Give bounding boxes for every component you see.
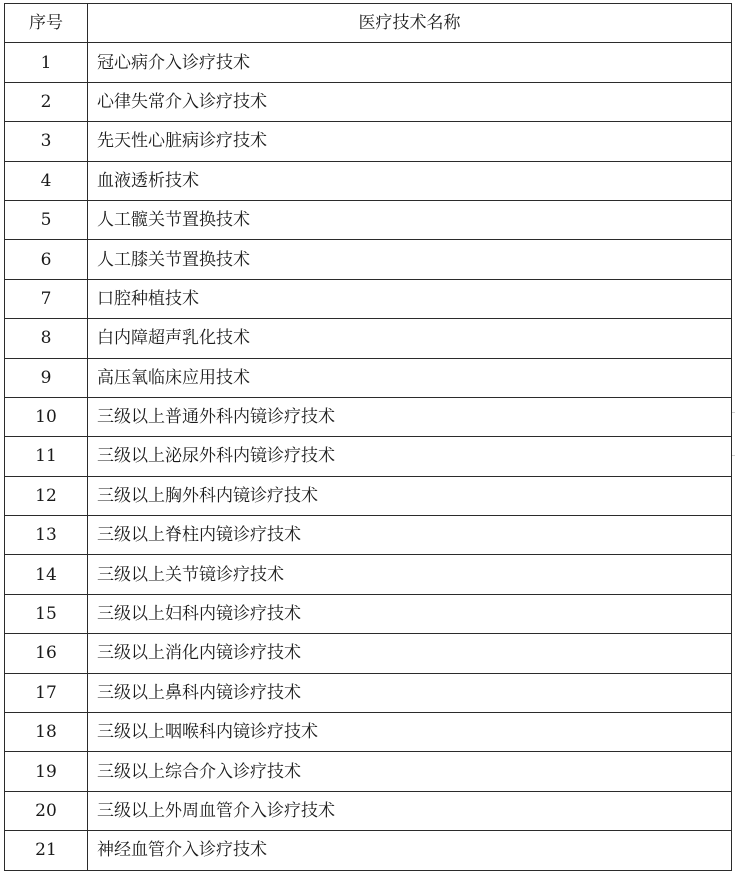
table-row	[5, 713, 732, 752]
row-number-cell: 8	[5, 319, 88, 358]
technology-name-cell: 高压氧临床应用技术	[88, 358, 732, 397]
technology-name-cell: 白内障超声乳化技术	[88, 319, 732, 358]
column-header-name: 医疗技术名称	[88, 4, 732, 43]
technology-name-cell: 三级以上泌尿外科内镜诊疗技术	[88, 437, 732, 476]
technology-name-cell: 三级以上咽喉科内镜诊疗技术	[88, 713, 732, 752]
row-number-cell: 5	[5, 200, 88, 239]
row-number-cell: 1	[5, 43, 88, 82]
table-header	[5, 4, 732, 43]
technology-name-cell: 三级以上胸外科内镜诊疗技术	[88, 476, 732, 515]
table-row	[5, 82, 732, 121]
technology-name-cell: 三级以上普通外科内镜诊疗技术	[88, 397, 732, 436]
table-row	[5, 437, 732, 476]
row-number-cell: 21	[5, 831, 88, 870]
table-row	[5, 516, 732, 555]
technology-name-cell: 三级以上综合介入诊疗技术	[88, 752, 732, 791]
technology-name-cell: 三级以上鼻科内镜诊疗技术	[88, 673, 732, 712]
row-number-cell: 18	[5, 713, 88, 752]
column-header-number: 序号	[5, 4, 88, 43]
table-row	[5, 673, 732, 712]
technology-name-cell: 人工髋关节置换技术	[88, 200, 732, 239]
table-row	[5, 240, 732, 279]
table-row	[5, 279, 732, 318]
table-row	[5, 791, 732, 830]
table-row	[5, 831, 732, 870]
table-row	[5, 555, 732, 594]
medical-technology-table	[4, 3, 732, 871]
row-number-cell: 20	[5, 791, 88, 830]
row-number-cell: 2	[5, 82, 88, 121]
row-number-cell: 17	[5, 673, 88, 712]
row-number-cell: 14	[5, 555, 88, 594]
table-row	[5, 476, 732, 515]
row-number-cell: 3	[5, 122, 88, 161]
table-row	[5, 319, 732, 358]
technology-name-cell: 三级以上关节镜诊疗技术	[88, 555, 732, 594]
table-body	[5, 43, 732, 870]
table-row	[5, 358, 732, 397]
row-number-cell: 9	[5, 358, 88, 397]
technology-name-cell: 三级以上脊柱内镜诊疗技术	[88, 516, 732, 555]
row-number-cell: 10	[5, 397, 88, 436]
table-row	[5, 594, 732, 633]
technology-name-cell: 神经血管介入诊疗技术	[88, 831, 732, 870]
table-row	[5, 397, 732, 436]
technology-name-cell: 冠心病介入诊疗技术	[88, 43, 732, 82]
row-number-cell: 7	[5, 279, 88, 318]
technology-name-cell: 先天性心脏病诊疗技术	[88, 122, 732, 161]
table-row	[5, 200, 732, 239]
table-row	[5, 43, 732, 82]
table-row	[5, 634, 732, 673]
row-number-cell: 15	[5, 594, 88, 633]
table-row	[5, 122, 732, 161]
technology-name-cell: 三级以上外周血管介入诊疗技术	[88, 791, 732, 830]
technology-name-cell: 人工膝关节置换技术	[88, 240, 732, 279]
row-number-cell: 19	[5, 752, 88, 791]
row-number-cell: 12	[5, 476, 88, 515]
technology-name-cell: 心律失常介入诊疗技术	[88, 82, 732, 121]
row-number-cell: 11	[5, 437, 88, 476]
header-row	[5, 4, 732, 43]
technology-name-cell: 三级以上消化内镜诊疗技术	[88, 634, 732, 673]
row-number-cell: 13	[5, 516, 88, 555]
row-number-cell: 4	[5, 161, 88, 200]
table-row	[5, 161, 732, 200]
row-number-cell: 16	[5, 634, 88, 673]
row-number-cell: 6	[5, 240, 88, 279]
technology-name-cell: 口腔种植技术	[88, 279, 732, 318]
technology-name-cell: 三级以上妇科内镜诊疗技术	[88, 594, 732, 633]
table-row	[5, 752, 732, 791]
technology-name-cell: 血液透析技术	[88, 161, 732, 200]
